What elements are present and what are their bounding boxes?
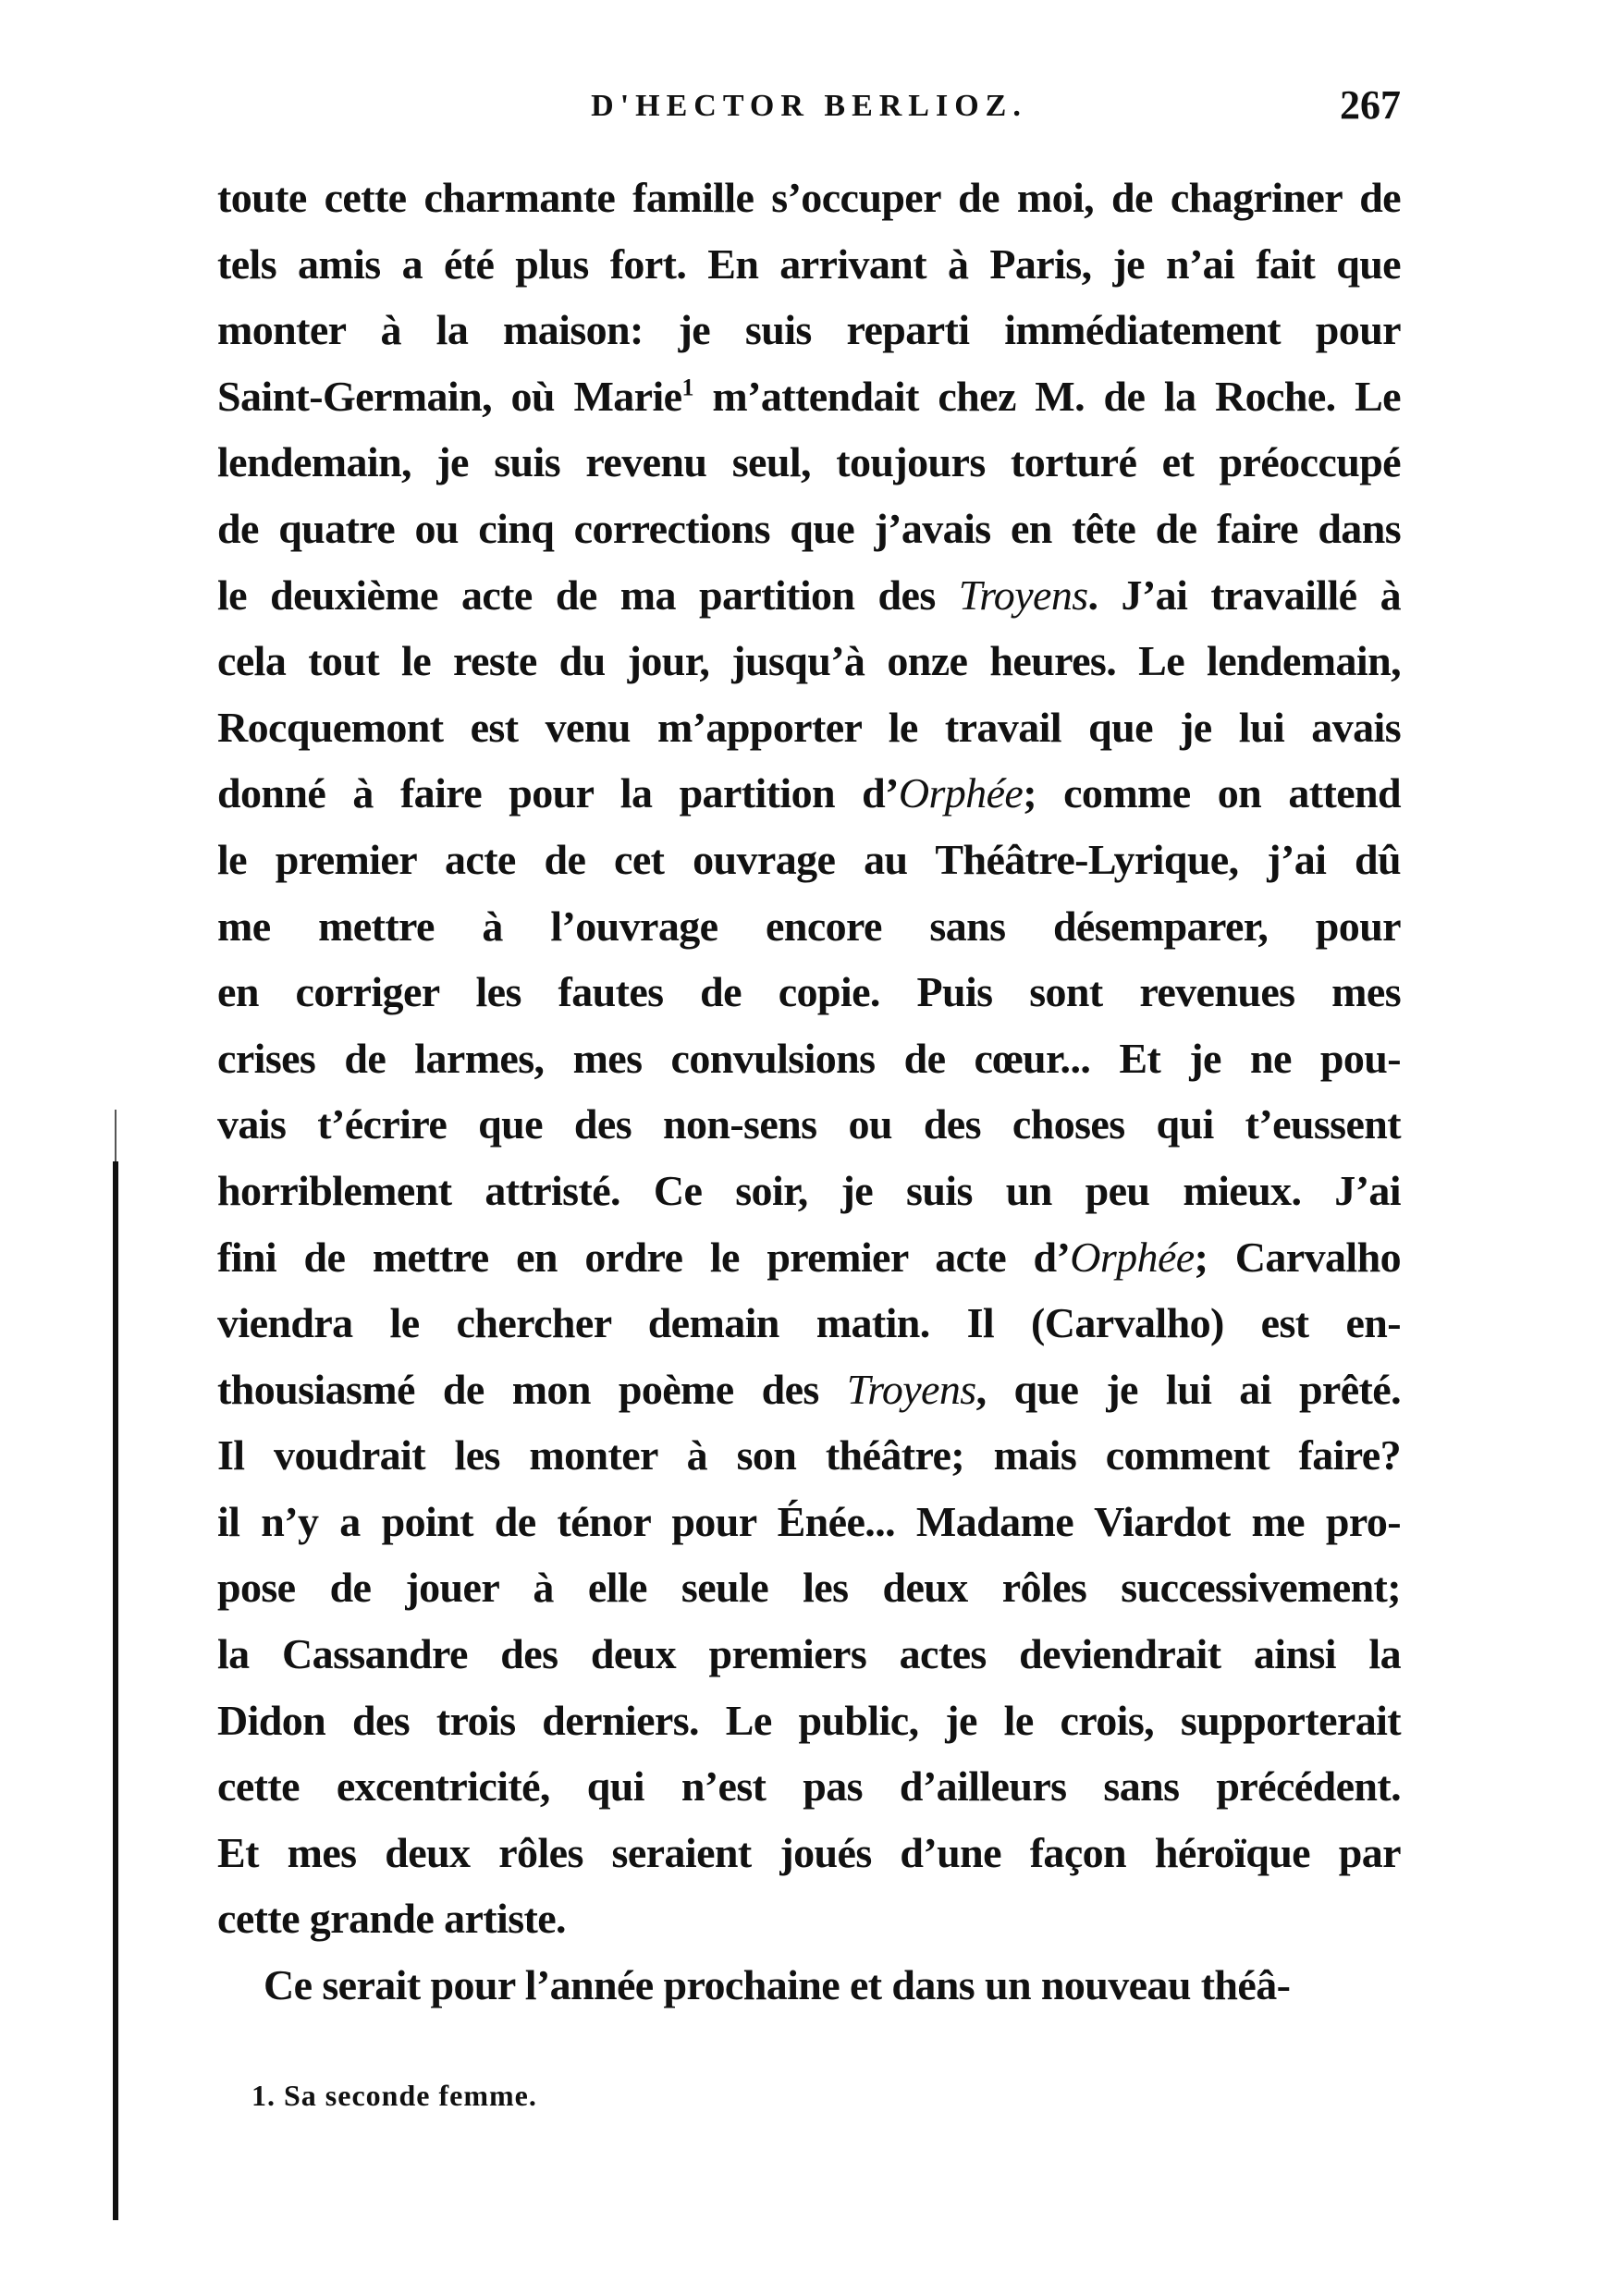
text-segment: Et mes deux rôles seraient joués d’une façon héroïque par [217,1828,1401,1876]
text-line [217,1224,1401,1291]
text-segment: pose de jouer à elle seule les deux rôles successivement; [217,1564,1401,1612]
text-segment: Rocquemont est venu m’apporter le travail que je lui avais [217,703,1401,751]
text-segment: toute cette charmante famille s’occuper de moi, de chagriner de [217,174,1401,221]
running-head [217,81,1401,137]
text-segment: m’attendait chez M. de la Roche. Le [693,372,1401,420]
text-segment: vais t’écrire que des non-sens ou des choses qui t’eussent [217,1100,1401,1148]
text-segment: lendemain, je suis revenu seul, toujours torturé et préoccupé [217,438,1401,486]
text-segment: le premier acte de cet ouvrage au Théâtre-Lyrique, j’ai dû [217,835,1401,883]
text-segment: . J’ai travaillé à [1087,571,1401,619]
text-line [217,297,1401,363]
text-line [217,1621,1401,1688]
text-line [217,1554,1401,1621]
running-head-title: D'HECTOR BERLIOZ. [591,89,1027,123]
scan-margin-bar [113,1161,118,2220]
text-line [217,1885,1401,1952]
body-text [217,165,1401,2019]
text-line [217,363,1401,430]
text-line [217,959,1401,1025]
text-line [217,694,1401,761]
text-segment: le deuxième acte de ma partition des [217,571,959,619]
italic-title: Troyens [958,571,1088,619]
text-segment: cette grande artiste. [217,1895,566,1943]
page-number: 267 [1340,82,1401,128]
text-line [217,429,1401,496]
text-segment: viendra le chercher demain matin. Il (Carvalho) est en- [217,1299,1401,1347]
text-segment: me mettre à l’ouvrage encore sans désemparer, pour [217,902,1401,950]
text-segment: ; comme on attend [1023,769,1401,817]
text-segment: de quatre ou cinq corrections que j’avais en tête de faire dans [217,504,1401,552]
text-line [217,231,1401,298]
text-segment: thousiasmé de mon poème des [217,1365,847,1413]
text-line [217,1489,1401,1555]
text-line [217,827,1401,893]
text-line [217,562,1401,629]
footnote: 1. Sa seconde femme. [251,2079,537,2112]
text-segment: cette excentricité, qui n’est pas d’ailleurs sans précédent. [217,1762,1401,1811]
text-segment: Ce serait pour l’année prochaine et dans un nouveau théâ- [264,1961,1291,2009]
text-segment: fini de mettre en ordre le premier acte d’ [217,1233,1071,1281]
text-segment: ; Carvalho [1194,1233,1401,1281]
text-segment: monter à la maison: je suis reparti immédiatement pour [217,306,1401,354]
italic-title: Troyens [846,1365,976,1413]
text-segment: tels amis a été plus fort. En arrivant à Paris, je n’ai fait que [217,239,1401,288]
text-segment: il n’y a point de ténor pour Énée... Madame Viardot me pro- [217,1497,1401,1545]
text-line [217,1688,1401,1754]
text-segment: en corriger les fautes de copie. Puis sont revenues mes [217,968,1401,1016]
text-line [217,1025,1401,1092]
italic-title: Orphée [1070,1233,1195,1281]
text-segment: Saint-Germain, où Marie [217,372,682,420]
text-segment: horriblement attristé. Ce soir, je suis un peu mieux. J’ai [217,1166,1401,1214]
text-line [217,1422,1401,1489]
scan-margin-line [115,1110,117,1165]
text-line [217,1290,1401,1357]
text-segment: cela tout le reste du jour, jusqu’à onze heures. Le lendemain, [217,637,1401,685]
text-line [217,893,1401,960]
footnote-marker: 1 [681,374,693,401]
text-line [217,628,1401,694]
text-line [217,1357,1401,1423]
text-line [217,1820,1401,1886]
text-line [217,1158,1401,1224]
text-line [217,165,1401,231]
text-line [217,496,1401,562]
text-segment: donné à faire pour la partition d’ [217,769,899,817]
text-line [217,1952,1401,2019]
text-segment: , que je lui ai prêté. [975,1365,1401,1413]
text-line [217,760,1401,827]
text-segment: Il voudrait les monter à son théâtre; mais comment faire? [217,1431,1401,1480]
text-segment: Didon des trois derniers. Le public, je le crois, supporterait [217,1696,1401,1744]
text-line [217,1753,1401,1820]
text-segment: crises de larmes, mes convulsions de cœur... Et je ne pou- [217,1034,1401,1082]
text-line [217,1091,1401,1158]
italic-title: Orphée [898,769,1024,817]
text-segment: la Cassandre des deux premiers actes deviendrait ainsi la [217,1630,1401,1678]
